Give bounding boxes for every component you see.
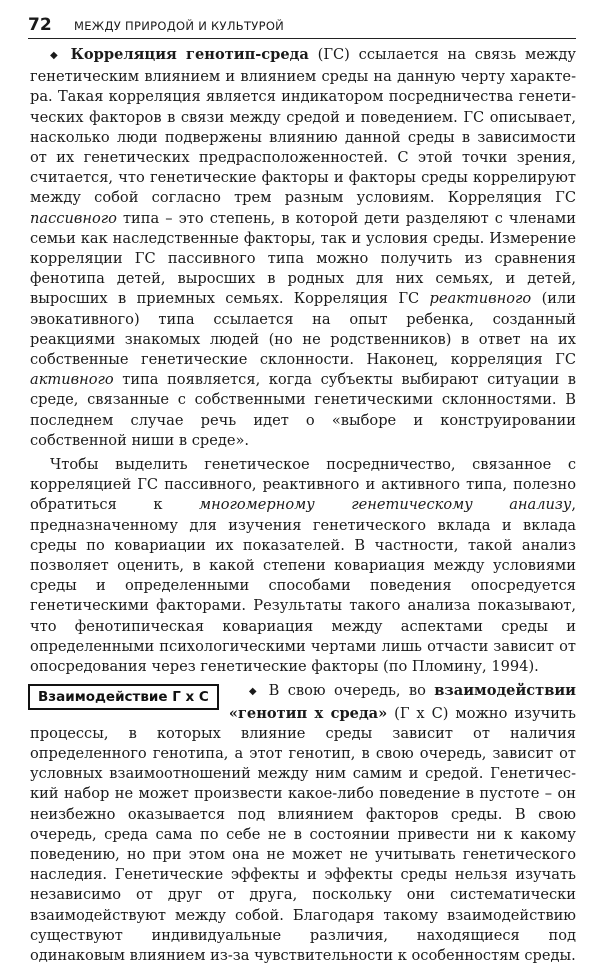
diamond-bullet-icon: ◆ <box>248 686 261 698</box>
italic-reactive: реактивного <box>429 290 532 308</box>
paragraph-gene-environment-interaction: Взаимодействие Г х С ◆ В свою очередь, во взаимодействии «генотип x среда» (Г x С) можно изучить процессы, в которых влияние среды зависит от наличия определенного генотипа, а этот генотип, в свою очередь, зависит от условных взаимоотношений между ним самим и средой. Генетический набор не может произвести какое-либо поведение в пустоте – он неизбежно оказывается под влиянием факторов среды. В свою очередь, среда сама по себе не в состоянии привести ни к какому поведению, но при этом она не может не учитывать генетического наследия. Генетические эффекты и эффекты среды нельзя изучать независимо от друг от друга, поскольку они систематически взаимодействуют между собой. Благодаря такому взаимодействию существуют индивидуальные различия, находящиеся под одинаковым влиянием из-за чувствительности к особенностям среды. <box>30 682 576 964</box>
italic-passive: пассивного <box>30 209 117 227</box>
paragraph-multivariate-analysis: Чтобы выделить генетическое посредничество, связанное с корреляцией ГС пассивного, реактивного и активного типа, полезно обратиться к многомерному генетическому анализу, предназначенному для изучения генетического вклада и вклада среды по ковариации их показателей. В частности, такой анализ позволяет оценить, в какой степени ковариация между условиями среды и определенными способами поведения опосредуется генетическими факторами. Результаты такого анализа показывают, что фенотипическая ковариация между аспектами среды и определенными психологическими чертами лишь отчасти зависит от опосредования через генетические факторы (по Пломину, 1994). <box>30 456 576 676</box>
page-body <box>30 45 576 966</box>
running-title: МЕЖДУ ПРИРОДОЙ И КУЛЬТУРОЙ <box>74 19 285 33</box>
page-number: 72 <box>28 15 52 35</box>
diamond-bullet-icon: ◆ <box>50 50 62 61</box>
italic-multivariate-analysis: многомерному генетическому анализу <box>199 496 572 514</box>
sidebar-label-box: Взаимодействие Г х С <box>28 684 219 710</box>
term-correlation: Корреляция генотип-среда <box>70 46 309 63</box>
term-interaction: взаимодействии «генотип x среда» <box>228 682 576 722</box>
running-header <box>28 14 576 39</box>
italic-active: активного <box>30 371 114 389</box>
paragraph-gene-environment-correlation: ◆ Корреляция генотип-среда (ГС) ссылается на связь между генетическим влиянием и влиянием среды на данную черту характера. Такая корреляция является индикатором посредничества генетических факторов в связи между средой и поведением. ГС описывает, насколько люди подвержены влиянию данной среды в зависимости от их генетических предрасположенностей. С этой точки зрения, считается, что генетические факторы и факторы среды коррелируют между собой согласно трем разным условиям. Корреляция ГС пассивного типа – это степень, в которой дети разделяют с членами семьи как наследственные факторы, так и условия среды. Измерение корреляции ГС пассивного типа можно получить из сравнения фенотипа детей, выросших в родных для них семьях, и детей, выросших в приемных семьях. Корреляция ГС реактивного (или эвокативного) типа ссылается на опыт ребенка, созданный реакциями знакомых людей (но не родственников) в ответ на их собственные генетические склонности. Наконец, корреляция ГС активного типа появляется, когда субъекты выбирают ситуации в среде, связанные с собственными генетическими склонностями. В последнем случае речь идет о «выборе и конструировании собственной ниши в среде». <box>30 46 576 449</box>
